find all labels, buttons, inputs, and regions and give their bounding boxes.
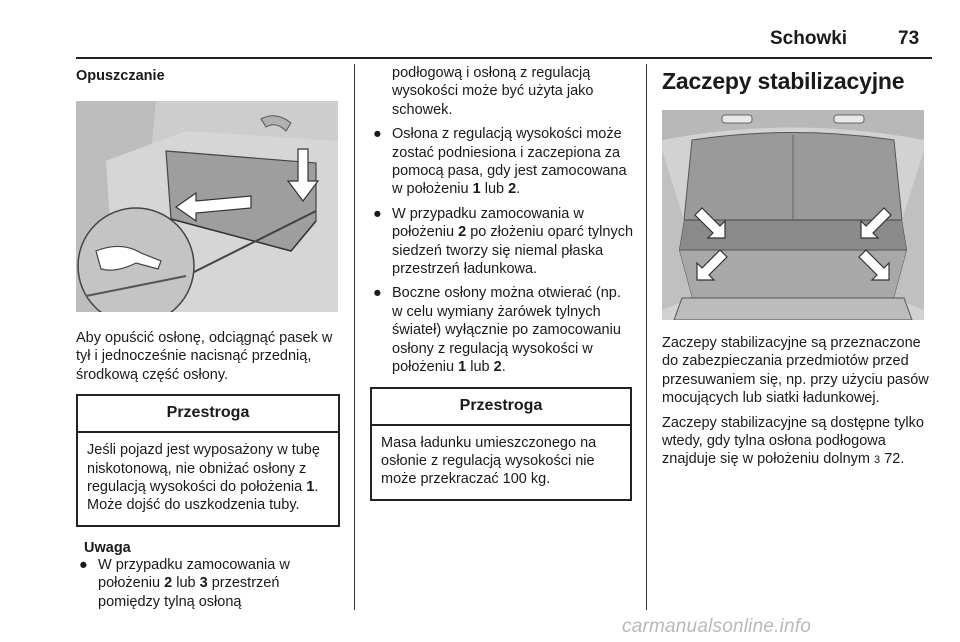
- warning-text-part: . Może dojść do uszkodzenia tuby.: [87, 479, 319, 514]
- position-number: 1: [472, 181, 481, 198]
- bullet-icon: ●: [373, 205, 382, 222]
- page-number: 73: [898, 28, 920, 49]
- note-block: [76, 540, 344, 611]
- list-text: W przypadku zamocowania w położeniu: [392, 205, 584, 241]
- list-text: po złożeniu oparć tylnych siedzeń tworzy się niemal płaska przestrzeń ładunkowa.: [392, 224, 634, 278]
- subheading-lowering: Opuszczanie: [76, 68, 165, 84]
- list-text: przestrzeń pomiędzy tylną osłoną: [98, 575, 280, 610]
- list-item: [370, 284, 634, 376]
- list-text: lub: [466, 359, 494, 376]
- note-bullet-list-continued: [370, 64, 634, 377]
- lashing-eyes-drawing: [662, 110, 924, 320]
- column-divider-1: [354, 64, 355, 610]
- note-heading: Uwaga: [84, 539, 131, 556]
- note-bullet-list: [76, 556, 344, 611]
- list-text: Boczne osłony można otwierać (np. w celu wymiany żarówek tylnych świateł) wyłącznie po zamocowaniu osłony z regulacją wysokości w położeniu: [392, 285, 621, 376]
- watermark-footer: carmanualsonline.info: [622, 616, 812, 637]
- warning-title: Przestroga: [78, 396, 338, 433]
- bullet-icon: ●: [373, 126, 382, 143]
- lashing-eyes-paragraph-1: Zaczepy stabilizacyjne są przeznaczone do zabezpieczania przedmiotów przed przesuwaniem się, np. przy użyciu pasów mocujących lub siatki ładunkowej.: [662, 335, 929, 407]
- list-text: lub: [480, 181, 509, 198]
- position-number: 1: [306, 479, 315, 496]
- lashing-eyes-paragraph-2: [662, 414, 934, 470]
- column-1: [76, 64, 344, 611]
- position-number: 3: [199, 575, 208, 592]
- warning-text: Masa ładunku umieszczonego na osłonie z regulacją wysokości nie może przekraczać 100 kg.: [381, 434, 597, 488]
- position-number: 1: [458, 359, 467, 376]
- lowering-cover-drawing: [76, 101, 338, 312]
- header-rule: [76, 57, 932, 59]
- position-number: 2: [458, 224, 467, 241]
- column-3: [662, 64, 934, 470]
- warning-title: Przestroga: [372, 389, 630, 426]
- section-title: Zaczepy stabilizacyjne: [662, 68, 905, 94]
- warning-text-part: Jeśli pojazd jest wyposażony w tubę niskotonową, nie obniżać osłony z regulacją wysokości do położenia: [87, 442, 320, 496]
- page-reference: 72.: [880, 451, 905, 468]
- list-text: podłogową i osłoną z regulacją wysokości może być użyta jako schowek.: [392, 65, 594, 118]
- column-2: [370, 64, 634, 501]
- list-text: W przypadku zamocowania w położeniu: [98, 556, 290, 592]
- list-text: Osłona z regulacją wysokości może zostać podniesiona i zaczepiona za pomocą pasa, gdy jest zamocowana w położeniu: [392, 126, 627, 198]
- paragraph-text: Zaczepy stabilizacyjne są dostępne tylko wtedy, gdy tylna osłona podłogowa znajduje się w położeniu dolnym: [662, 414, 924, 468]
- position-number: 2: [508, 181, 517, 198]
- list-item: [370, 205, 634, 279]
- position-number: 2: [493, 359, 502, 376]
- position-number: 2: [164, 575, 173, 592]
- warning-box-load: [370, 387, 632, 501]
- lowering-cover-illustration: [76, 101, 338, 312]
- chapter-title: Schowki: [770, 28, 848, 49]
- warning-text: [78, 433, 338, 525]
- bullet-icon: ●: [373, 285, 382, 302]
- lashing-eyes-illustration: [662, 110, 924, 320]
- list-item: [76, 556, 344, 611]
- list-item: [370, 64, 634, 119]
- list-text: lub: [172, 575, 200, 592]
- list-item: [370, 125, 634, 199]
- bullet-icon: ●: [79, 556, 88, 573]
- lowering-paragraph: Aby opuścić osłonę, odciągnąć pasek w tył i jednocześnie nacisnąć przednią, środkową część osłony.: [76, 330, 333, 383]
- column-divider-2: [646, 64, 647, 610]
- warning-box-subwoofer: [76, 394, 340, 527]
- page-reference-icon: 3: [874, 454, 881, 467]
- list-text: .: [516, 181, 521, 198]
- list-text: .: [501, 359, 506, 376]
